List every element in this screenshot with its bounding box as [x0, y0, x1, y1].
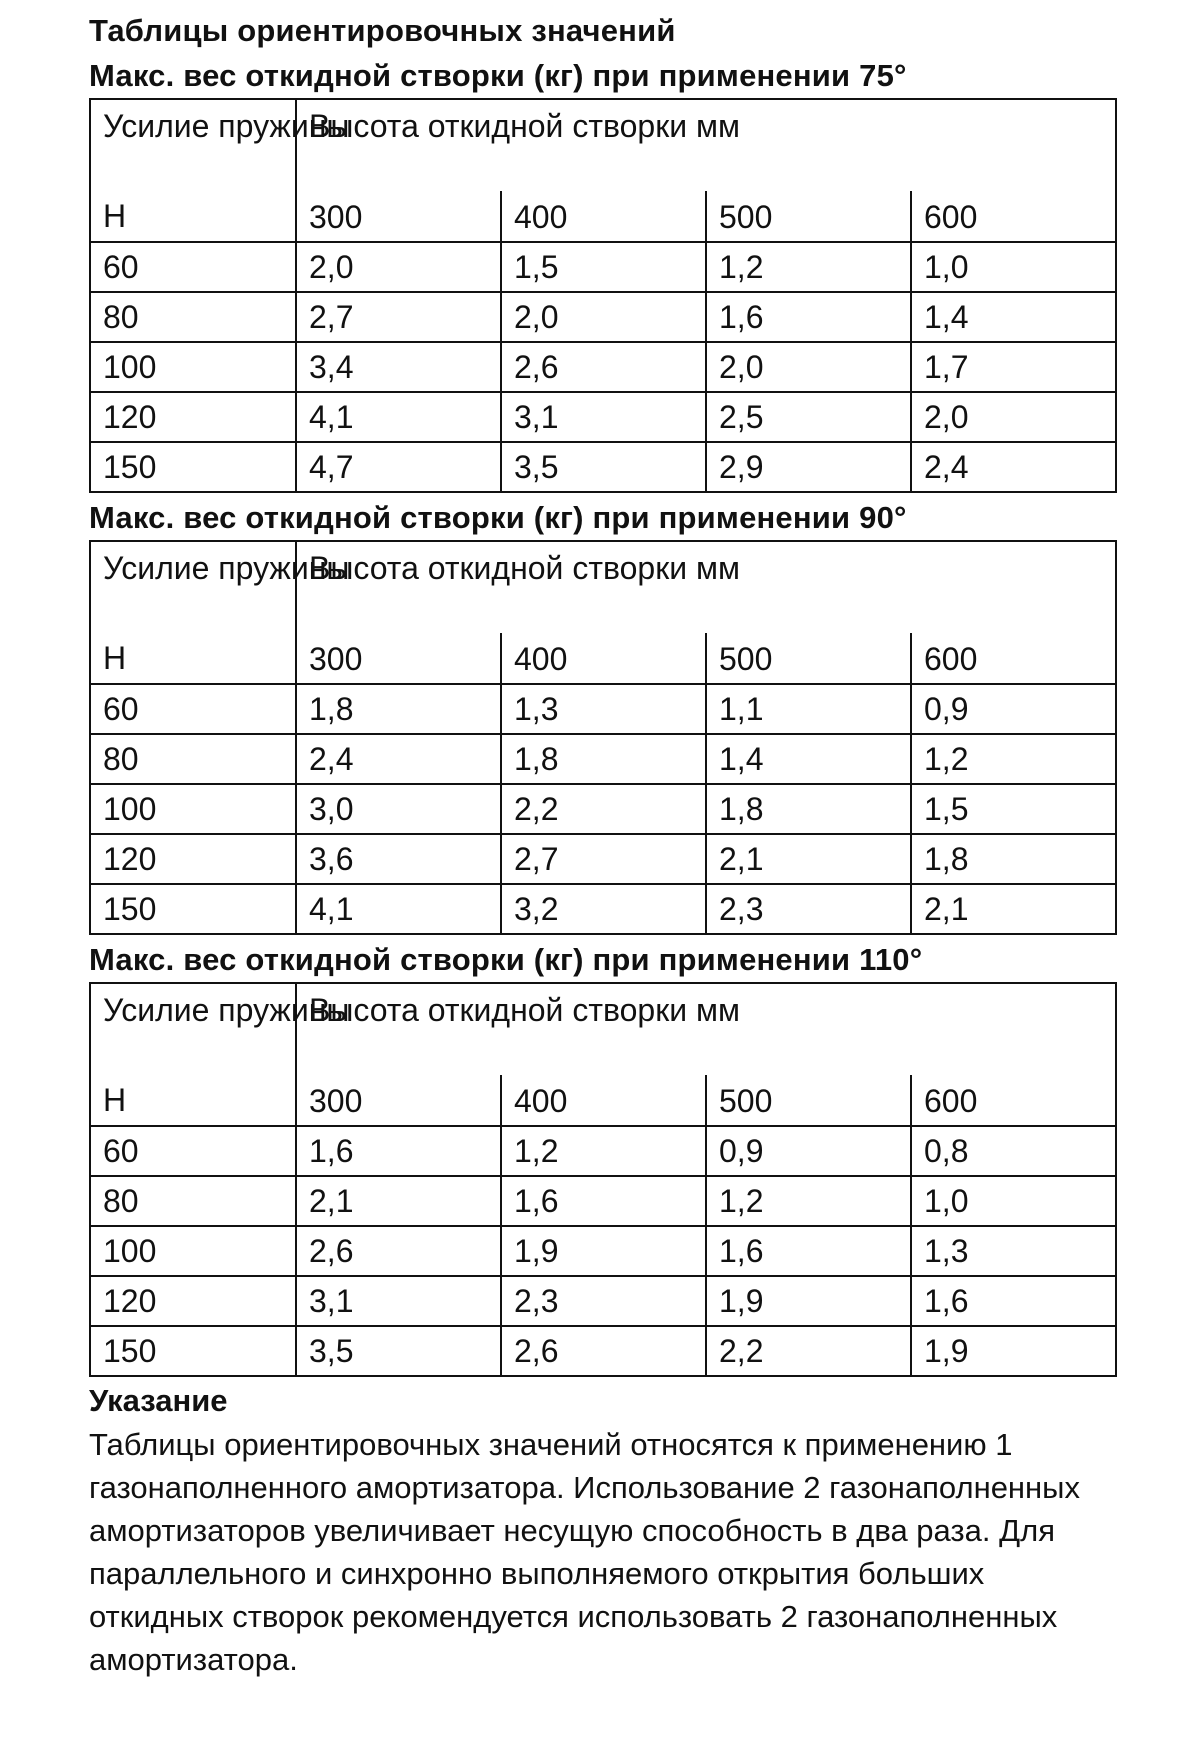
value-cell: 2,9 — [706, 442, 911, 492]
value-cell: 4,1 — [296, 392, 501, 442]
force-cell: 150 — [90, 884, 296, 934]
value-cell: 2,5 — [706, 392, 911, 442]
value-cell: 2,7 — [501, 834, 706, 884]
force-cell: 120 — [90, 834, 296, 884]
table-row — [90, 1126, 1116, 1176]
value-cell: 1,6 — [501, 1176, 706, 1226]
value-cell: 2,1 — [911, 884, 1116, 934]
table-row — [90, 884, 1116, 934]
value-cell: 2,1 — [296, 1176, 501, 1226]
value-cell: 1,9 — [911, 1326, 1116, 1376]
value-cell: 2,6 — [501, 342, 706, 392]
value-cell: 1,6 — [706, 292, 911, 342]
value-cell: 3,2 — [501, 884, 706, 934]
value-cell: 1,6 — [911, 1276, 1116, 1326]
height-label: Высота откидной створки мм — [296, 983, 1116, 1076]
note-text: Таблицы ориентировочных значений относятся к применению 1 газонаполненного амортизатора. Использование 2 газонаполненных амортизаторов увеличивает несущую способность в два раза. Для параллельного и синхронно выполняемого открытия больших откидных створок рекомендуется использовать 2 газонаполненных амортизатора. — [89, 1427, 1080, 1677]
value-cell: 2,0 — [911, 392, 1116, 442]
values-table — [89, 540, 1117, 935]
table-subheader-row — [90, 192, 1116, 242]
value-cell: 2,0 — [501, 292, 706, 342]
force-cell: 60 — [90, 242, 296, 292]
value-cell: 1,9 — [706, 1276, 911, 1326]
height-500: 500 — [706, 1076, 911, 1126]
table-header-row — [90, 983, 1116, 1076]
value-cell: 2,4 — [911, 442, 1116, 492]
value-cell: 3,1 — [501, 392, 706, 442]
value-cell: 2,3 — [501, 1276, 706, 1326]
value-cell: 1,9 — [501, 1226, 706, 1276]
value-cell: 0,9 — [706, 1126, 911, 1176]
table-row — [90, 784, 1116, 834]
value-cell: 1,6 — [706, 1226, 911, 1276]
value-cell: 1,0 — [911, 242, 1116, 292]
value-cell: 2,3 — [706, 884, 911, 934]
section-title: Макс. вес откидной створки (кг) при применении 90° — [89, 500, 907, 535]
force-cell: 100 — [90, 342, 296, 392]
value-cell: 3,5 — [501, 442, 706, 492]
value-cell: 1,8 — [706, 784, 911, 834]
table-row — [90, 392, 1116, 442]
value-cell: 1,4 — [911, 292, 1116, 342]
value-cell: 1,5 — [911, 784, 1116, 834]
table-row — [90, 834, 1116, 884]
force-unit: Н — [90, 634, 296, 684]
force-cell: 60 — [90, 684, 296, 734]
value-cell: 1,2 — [501, 1126, 706, 1176]
value-cell: 3,6 — [296, 834, 501, 884]
table-row — [90, 342, 1116, 392]
value-cell: 1,1 — [706, 684, 911, 734]
force-cell: 150 — [90, 1326, 296, 1376]
value-cell: 3,4 — [296, 342, 501, 392]
value-cell: 1,0 — [911, 1176, 1116, 1226]
value-cell: 1,2 — [706, 242, 911, 292]
height-label: Высота откидной створки мм — [296, 541, 1116, 634]
value-cell: 1,3 — [501, 684, 706, 734]
force-cell: 80 — [90, 1176, 296, 1226]
height-400: 400 — [501, 1076, 706, 1126]
force-cell: 120 — [90, 392, 296, 442]
force-cell: 60 — [90, 1126, 296, 1176]
height-label: Высота откидной створки мм — [296, 99, 1116, 192]
height-500: 500 — [706, 634, 911, 684]
values-table — [89, 98, 1117, 493]
value-cell: 2,7 — [296, 292, 501, 342]
force-label: Усилие пружины — [90, 99, 296, 192]
table-row — [90, 1176, 1116, 1226]
value-cell: 1,6 — [296, 1126, 501, 1176]
force-cell: 150 — [90, 442, 296, 492]
section-title: Макс. вес откидной створки (кг) при применении 75° — [89, 58, 907, 93]
value-cell: 1,5 — [501, 242, 706, 292]
value-cell: 2,6 — [296, 1226, 501, 1276]
force-cell: 120 — [90, 1276, 296, 1326]
height-400: 400 — [501, 192, 706, 242]
table-row — [90, 1226, 1116, 1276]
force-cell: 80 — [90, 734, 296, 784]
force-label: Усилие пружины — [90, 541, 296, 634]
document-title: Таблицы ориентировочных значений — [89, 13, 676, 48]
value-cell: 3,1 — [296, 1276, 501, 1326]
height-600: 600 — [911, 1076, 1116, 1126]
table-header-row — [90, 541, 1116, 634]
force-unit: Н — [90, 1076, 296, 1126]
table-row — [90, 1276, 1116, 1326]
table-section-75 — [89, 53, 1119, 493]
section-title: Макс. вес откидной створки (кг) при применении 110° — [89, 942, 923, 977]
value-cell: 1,8 — [911, 834, 1116, 884]
value-cell: 4,7 — [296, 442, 501, 492]
force-cell: 100 — [90, 1226, 296, 1276]
value-cell: 0,9 — [911, 684, 1116, 734]
note-title: Указание — [89, 1383, 228, 1418]
height-600: 600 — [911, 192, 1116, 242]
force-cell: 100 — [90, 784, 296, 834]
table-row — [90, 684, 1116, 734]
table-subheader-row — [90, 1076, 1116, 1126]
table-header-row — [90, 99, 1116, 192]
height-300: 300 — [296, 634, 501, 684]
value-cell: 2,2 — [501, 784, 706, 834]
value-cell: 2,6 — [501, 1326, 706, 1376]
force-unit: Н — [90, 192, 296, 242]
force-label: Усилие пружины — [90, 983, 296, 1076]
table-row — [90, 242, 1116, 292]
value-cell: 2,4 — [296, 734, 501, 784]
value-cell: 2,1 — [706, 834, 911, 884]
value-cell: 1,7 — [911, 342, 1116, 392]
table-section-90 — [89, 495, 1119, 935]
height-300: 300 — [296, 192, 501, 242]
table-row — [90, 734, 1116, 784]
value-cell: 1,3 — [911, 1226, 1116, 1276]
table-subheader-row — [90, 634, 1116, 684]
value-cell: 3,0 — [296, 784, 501, 834]
value-cell: 1,8 — [501, 734, 706, 784]
height-500: 500 — [706, 192, 911, 242]
table-row — [90, 292, 1116, 342]
value-cell: 3,5 — [296, 1326, 501, 1376]
height-400: 400 — [501, 634, 706, 684]
value-cell: 1,8 — [296, 684, 501, 734]
values-table — [89, 982, 1117, 1377]
value-cell: 2,0 — [296, 242, 501, 292]
value-cell: 1,2 — [911, 734, 1116, 784]
value-cell: 4,1 — [296, 884, 501, 934]
value-cell: 2,0 — [706, 342, 911, 392]
force-cell: 80 — [90, 292, 296, 342]
document — [89, 8, 1119, 1681]
table-row — [90, 1326, 1116, 1376]
value-cell: 1,2 — [706, 1176, 911, 1226]
value-cell: 2,2 — [706, 1326, 911, 1376]
value-cell: 0,8 — [911, 1126, 1116, 1176]
table-section-110 — [89, 937, 1119, 1377]
height-300: 300 — [296, 1076, 501, 1126]
note-section — [89, 1379, 1119, 1681]
value-cell: 1,4 — [706, 734, 911, 784]
table-row — [90, 442, 1116, 492]
height-600: 600 — [911, 634, 1116, 684]
